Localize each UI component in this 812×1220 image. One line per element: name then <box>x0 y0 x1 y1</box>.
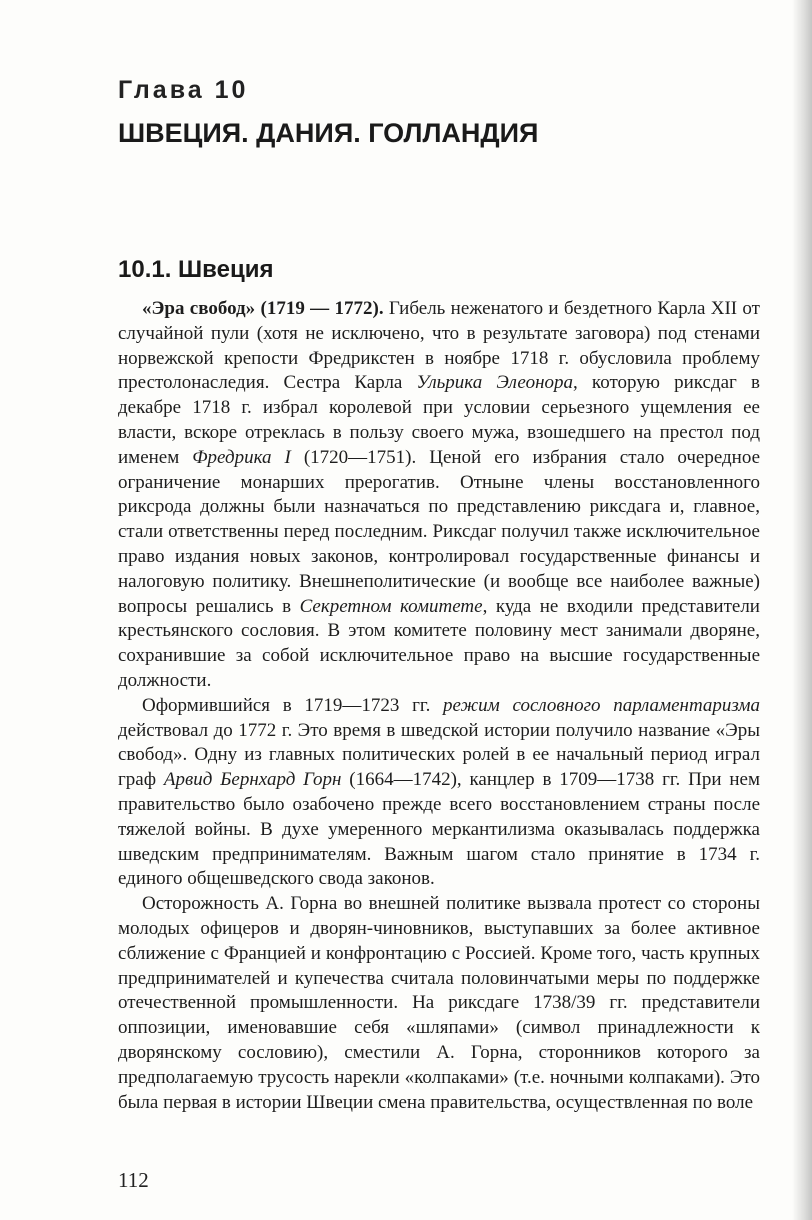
text-run: , которую риксдаг в декабре 1718 г. избрал королевой при условии серьезного ущемления ее власти, вскоре отреклась в пользу своего мужа, взошедшего на престол под именем <box>118 372 760 468</box>
italic-term: Арвид Бернхард Горн <box>163 769 342 791</box>
paragraph-3 <box>118 892 760 1115</box>
italic-term: Ульрика Элеонора <box>416 372 574 394</box>
text-run: Осторожность А. Горна во внешней политике вызвала протест со стороны молодых офицеров и дворян-чиновников, выступавших за более активное сближение с Францией и конфронтацию с Россией. Кроме того, часть крупных предпринимателей и купечества считала половинчатыми меры по поддержке отечественной промышленности. На риксдаге 1738/39 гг. представители оппозиции, именовавшие себя «шляпами» (символ принадлежности к дворянскому сословию), сместили А. Горна, сторонников которого за предполагаемую трусость нарекли «колпаками» (т.е. ночными колпаками). Это была первая в истории Швеции смена правительства, осуществленная по воле <box>118 893 760 1113</box>
chapter-label: Глава 10 <box>118 76 249 104</box>
text-run: , куда не входили представители крестьянского сословия. В этом комитете половину мест занимали дворяне, сохранившие за собой исключительное право на высшие государственные должности. <box>118 595 760 691</box>
section-title: 10.1. Швеция <box>118 256 274 283</box>
text-run: (1720—1751). Ценой его избрания стало очередное ограничение монарших прерогатив. Отныне члены восстановленного риксрода должны были назначаться по представлению риксдага и, главное, стали ответственны перед последним. Риксдаг получил также исключительное право издания новых законов, контролировал государственные финансы и налоговую политику. Внешнеполитические (и вообще все наиболее важные) вопросы решались в <box>118 446 761 617</box>
body-text <box>118 297 760 1115</box>
text-run: (1664—1742), канцлер в 1709—1738 гг. При нем правительство было озабочено прежде всего восстановлением страны после тяжелой войны. В духе умеренного меркантилизма оказывалась поддержка шведским предпринимателям. Важным шагом стало принятие в 1734 г. единого общешведского свода законов. <box>118 769 760 890</box>
page-number: 112 <box>118 1168 149 1192</box>
bold-run: «Эра свобод» (1719 — 1772). <box>142 298 384 319</box>
paragraph-1 <box>118 297 760 694</box>
paragraph-2 <box>118 694 760 892</box>
italic-term: Фредрика I <box>192 446 291 468</box>
text-run: действовал до 1772 г. Это время в шведской истории получило название «Эры свобод». Одну из главных политических ролей в ее начальный период играл граф <box>118 719 760 791</box>
text-run: Оформившийся в 1719—1723 гг. <box>142 694 444 716</box>
italic-term: режим сословного парламентаризма <box>443 694 760 716</box>
chapter-title: ШВЕЦИЯ. ДАНИЯ. ГОЛЛАНДИЯ <box>118 118 539 148</box>
spine-shadow <box>792 0 812 1220</box>
italic-term: Секретном комитете <box>299 595 483 617</box>
text-run: Гибель неженатого и бездетного Карла XII от случайной пули (хотя не исключено, что в результате заговора) под стенами норвежской крепости Фредрикстен в ноябре 1718 г. обусловила проблему престолонаследия. Сестра Карла <box>118 298 760 394</box>
